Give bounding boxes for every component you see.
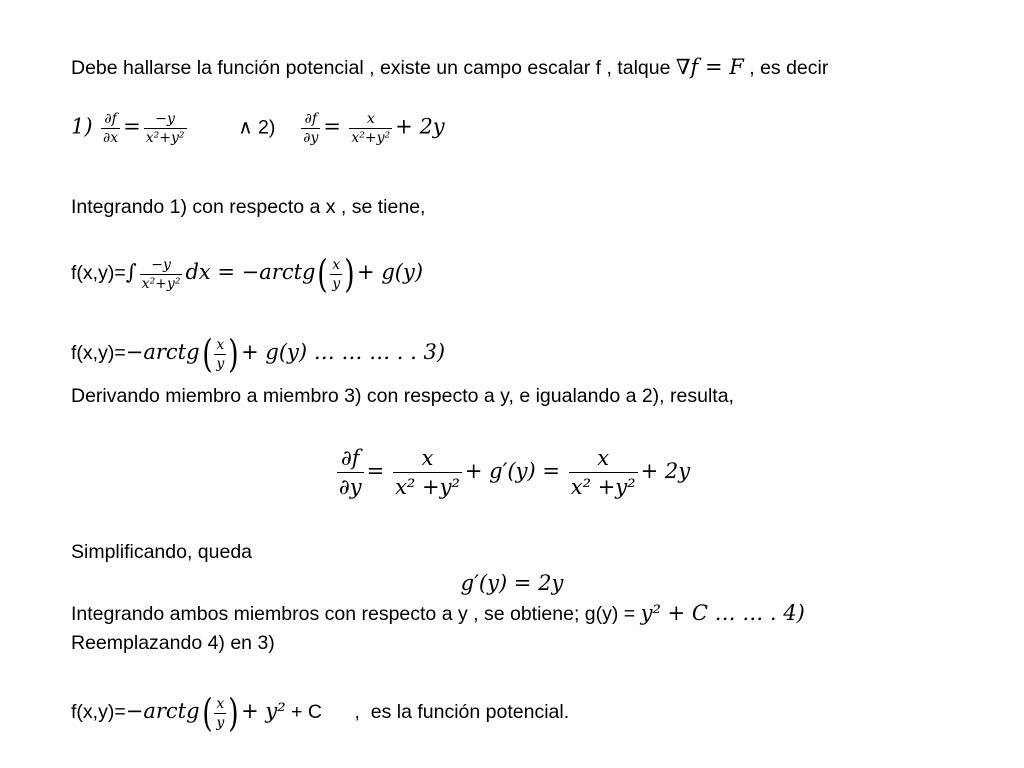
and-label: ∧ 2) (238, 116, 276, 139)
equations-1-2 (71, 112, 445, 145)
fxy-prefix-2: f(x,y)= (71, 342, 126, 365)
plus-2y-term: + 2y (640, 459, 691, 484)
fxy-prefix: f(x,y)= (71, 262, 126, 285)
eq2-rhs-fraction: $\frac{x}{\text{x²+y²}}$ (351, 111, 391, 146)
arctg-term: −arctg (125, 340, 200, 365)
df-dy-fraction: $\frac{\partial f}{\partial y}$ (303, 111, 319, 146)
x-over-x2y2-fraction-2: $\frac{x}{\text{x² +y²}}$ (570, 446, 636, 499)
df-dx-fraction: $\frac{\partial f}{\partial x}$ (102, 111, 119, 146)
intro-line (71, 57, 828, 79)
intro-text: Debe hallarse la función potencial , existe un campo escalar f , talque (71, 57, 676, 79)
integrating-2-line (71, 603, 805, 625)
gradient-expression: ∇f = F (675, 55, 744, 79)
arctg-arg-fraction: $\frac{x}{y}$ (332, 256, 341, 292)
equals-sign: = (123, 114, 141, 139)
simplifying-text: Simplificando, queda (71, 541, 253, 563)
eq1-rhs-fraction: $\frac{-y}{\text{x²+y²}}$ (145, 111, 185, 146)
equation-4-tail: … … . 4) (707, 601, 805, 625)
g-of-y-term: + g(y) (357, 260, 424, 285)
df-dy-fraction-2: $\frac{\partial f}{\partial y}$ (338, 446, 362, 499)
arctg-arg-fraction-3: $\frac{x}{y}$ (216, 695, 225, 731)
eq2-plus-term: + 2y (395, 114, 445, 139)
intro-tail: , es decir (743, 57, 829, 79)
equals-sign-2: = (323, 114, 341, 139)
integral-result: dx = −arctg (185, 260, 316, 285)
eq1-label: 1) (71, 114, 93, 139)
fxy-integral-line: f(x,y)=∫ $\frac{-y}{\text{x²+y²}}$ dx = −arctg( $\frac{x}{y}$ ) + g(y) (71, 252, 424, 296)
derivative-equation (0, 446, 1024, 499)
integrand-fraction: $\frac{-y}{\text{x²+y²}}$ (141, 256, 181, 292)
arctg-arg-fraction-2: $\frac{x}{y}$ (216, 336, 225, 372)
final-equation: f(x,y)=−arctg( $\frac{x}{y}$ ) + y² + C , es la función potencial. (71, 691, 570, 735)
fxy-equation-3: f(x,y)=−arctg( $\frac{x}{y}$ ) + g(y) … … … . . 3) (71, 332, 446, 376)
equals-sign-3: = (366, 459, 385, 484)
g-prime-equation: g′(y) = 2y (460, 571, 564, 595)
arctg-term-final: −arctg (125, 699, 200, 724)
equation-3-tail: + g(y) … … … . . 3) (241, 340, 446, 365)
deriving-text: Derivando miembro a miembro 3) con respecto a y, e igualando a 2), resulta, (71, 385, 734, 407)
fxy-prefix-3: f(x,y)= (71, 701, 126, 724)
g-prime-term: + g′(y) = (464, 459, 560, 484)
y-squared-term: + y² (241, 699, 286, 724)
constant-c: + C (285, 701, 322, 724)
replacing-text: Reemplazando 4) en 3) (71, 632, 275, 654)
integrating-1-text: Integrando 1) con respecto a x , se tiene, (71, 196, 426, 218)
integral-sign: ∫ (125, 260, 137, 285)
integrating-2-text: Integrando ambos miembros con respecto a y , se obtiene; g(y) = (71, 603, 641, 625)
final-tail-text: , es la función potencial. (321, 701, 570, 724)
x-over-x2y2-fraction: $\frac{x}{\text{x² +y²}}$ (395, 446, 460, 499)
g-of-y-result: y² + C (640, 601, 708, 625)
